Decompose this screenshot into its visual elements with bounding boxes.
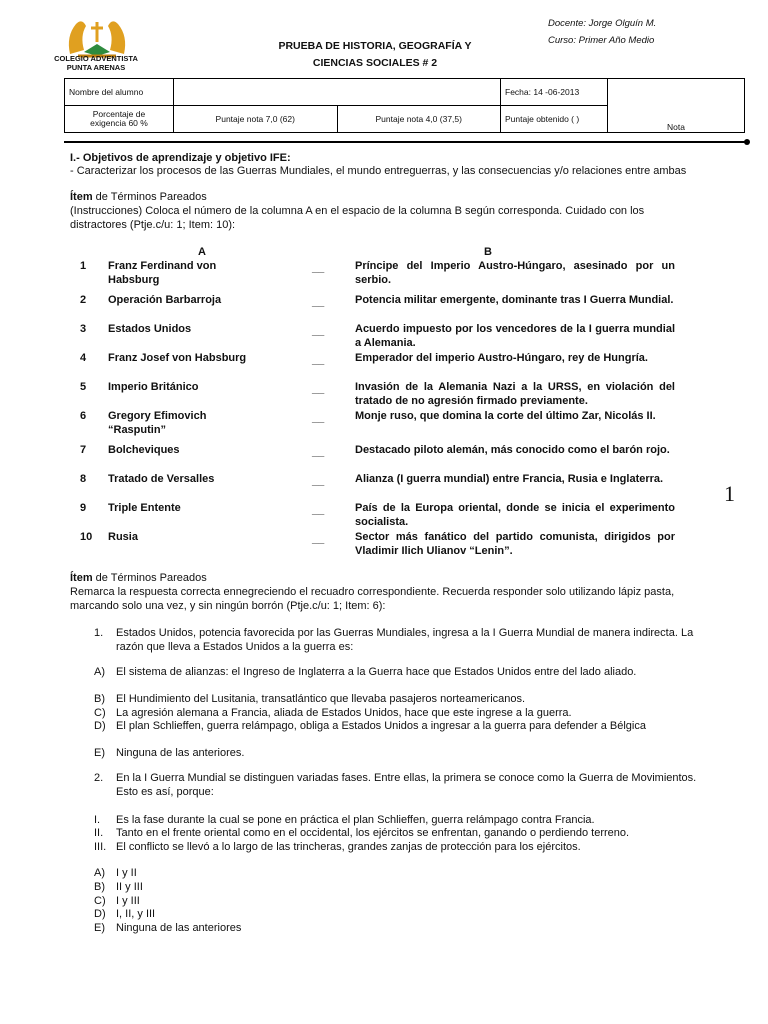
divider-rule	[64, 141, 746, 143]
option-text[interactable]: I y III	[116, 895, 140, 907]
match-answer-blank[interactable]: __	[312, 354, 325, 366]
match-term-a: Bolcheviques	[108, 444, 180, 456]
statement-numeral: I.	[94, 814, 101, 826]
statement-numeral: III.	[94, 841, 107, 853]
match-definition-b: Potencia militar emergente, dominante tras I Guerra Mundial.	[355, 294, 674, 306]
option-text[interactable]: I, II, y III	[116, 908, 156, 920]
statement-numeral: II.	[94, 827, 104, 839]
match-answer-blank[interactable]: __	[312, 475, 325, 487]
match-definition-b: Monje ruso, que domina la corte del último Zar, Nicolás II.	[355, 410, 656, 422]
match-number: 7	[80, 444, 87, 456]
option-text[interactable]: II y III	[116, 881, 143, 893]
question-number: 2.	[94, 772, 104, 784]
score-40: Puntaje nota 4,0 (37,5)	[337, 106, 501, 133]
option-text[interactable]: I y II	[116, 867, 137, 879]
match-term-a: Imperio Británico	[108, 381, 199, 393]
item-rest-2: de Términos Pareados	[92, 572, 207, 584]
option-text[interactable]: El plan Schlieffen, guerra relámpago, obliga a Estados Unidos a ingresar a la guerra para defender a Bélgica	[116, 720, 646, 732]
match-term-a: Gregory Efimovich “Rasputin”	[108, 410, 207, 436]
multiple-choice-item-title	[70, 572, 207, 586]
option-text[interactable]: El sistema de alianzas: el Ingreso de Inglaterra a la Guerra hace que Estados Unidos entre del lado aliado.	[116, 666, 637, 678]
divider-dot	[744, 139, 750, 145]
column-a-header: A	[198, 246, 206, 258]
score-70: Puntaje nota 7,0 (62)	[174, 106, 338, 133]
multiple-choice-instructions: Remarca la respuesta correcta ennegreciendo el recuadro correspondiente. Recuerda responder solo utilizando lápiz pasta, marcando solo una vez, y sin ningún borrón (Ptje.c/u: 1; Item: 6):	[70, 586, 675, 612]
match-term-a: Estados Unidos	[108, 323, 192, 335]
student-name-label: Nombre del alumno	[65, 79, 174, 106]
exam-title-line1: PRUEBA DE HISTORIA, GEOGRAFÍA Y	[278, 40, 472, 52]
match-definition-b: Invasión de la Alemania Nazi a la URSS, en violación del tratado de no agresión firmado previamente.	[355, 381, 675, 407]
match-answer-blank[interactable]: __	[312, 325, 325, 337]
score-obtained: Puntaje obtenido ( )	[501, 106, 608, 133]
teacher-name: Docente: Jorge Olguín M.	[548, 18, 657, 29]
match-definition-b: Acuerdo impuesto por los vencedores de la I guerra mundial a Alemania.	[355, 323, 675, 349]
question-text: Estados Unidos, potencia favorecida por las Guerras Mundiales, ingresa a la I Guerra Mundial de manera indirecta. La razón que lleva a Estados Unidos a la guerra es:	[116, 627, 694, 653]
grade-label: Nota	[667, 122, 685, 132]
option-text[interactable]: Ninguna de las anteriores	[116, 922, 242, 934]
option-letter[interactable]: E)	[94, 747, 105, 759]
option-letter[interactable]: B)	[94, 693, 105, 705]
match-number: 8	[80, 473, 87, 485]
match-answer-blank[interactable]: __	[312, 383, 325, 395]
option-text[interactable]: La agresión alemana a Francia, aliada de Estados Unidos, hace que este ingrese a la guerra.	[116, 707, 572, 719]
match-answer-blank[interactable]: __	[312, 504, 325, 516]
page-number: 1	[724, 481, 735, 506]
match-number: 6	[80, 410, 87, 422]
option-letter[interactable]: E)	[94, 922, 105, 934]
option-text[interactable]: Ninguna de las anteriores.	[116, 747, 245, 759]
exam-date: Fecha: 14 -06-2013	[501, 79, 608, 106]
match-answer-blank[interactable]: __	[312, 446, 325, 458]
match-definition-b: País de la Europa oriental, donde se inicia el experimento socialista.	[355, 502, 675, 528]
match-answer-blank[interactable]: __	[312, 296, 325, 308]
objective-text: - Caracterizar los procesos de las Guerras Mundiales, el mundo entreguerras, y las consecuencias y/o relaciones entre ambas	[70, 165, 687, 177]
option-letter[interactable]: B)	[94, 881, 105, 893]
column-b-header: B	[484, 246, 492, 258]
match-answer-blank[interactable]: __	[312, 262, 325, 274]
statement-text: Es la fase durante la cual se pone en práctica el plan Schlieffen, guerra relámpago contra Francia.	[116, 814, 595, 826]
matching-instructions: (Instrucciones) Coloca el número de la columna A en el espacio de la columna B según corresponda. Cuidado con los distractores (Ptje.c/u: 1; Item: 10):	[70, 205, 645, 231]
match-term-a: Triple Entente	[108, 502, 181, 514]
objectives-heading: I.- Objetivos de aprendizaje y objetivo IFE:	[70, 152, 291, 164]
option-letter[interactable]: C)	[94, 707, 106, 719]
student-name-field[interactable]	[174, 79, 501, 106]
match-number: 4	[80, 352, 87, 364]
match-answer-blank[interactable]: __	[312, 533, 325, 545]
match-number: 1	[80, 260, 87, 272]
grade-box[interactable]	[608, 79, 745, 133]
percent-label-line1: Porcentaje de	[92, 109, 146, 119]
item-rest: de Términos Pareados	[92, 191, 207, 203]
option-letter[interactable]: A)	[94, 867, 105, 879]
statement-text: El conflicto se llevó a lo largo de las trincheras, grandes zanjas de protección para los ejércitos.	[116, 841, 581, 853]
school-name	[40, 54, 152, 72]
match-definition-b: Sector más fanático del partido comunista, dirigidos por Vladimir Ilich Ulianov “Lenin”.	[355, 531, 675, 557]
question-text: En la I Guerra Mundial se distinguen variadas fases. Entre ellas, la primera se conoce como la Guerra de Movimientos. Esto es así, porque:	[116, 772, 697, 798]
statement-text: Tanto en el frente oriental como en el occidental, los ejércitos se enfrentan, ganando o perdiendo terreno.	[116, 827, 630, 839]
match-number: 2	[80, 294, 87, 306]
option-letter[interactable]: C)	[94, 895, 106, 907]
item-word-2: Ítem	[70, 572, 93, 584]
match-term-a: Franz Josef von Habsburg	[108, 352, 247, 364]
match-number: 5	[80, 381, 87, 393]
match-term-a: Rusia	[108, 531, 138, 543]
matching-item-title	[70, 191, 207, 205]
question-number: 1.	[94, 627, 104, 639]
percent-label	[65, 106, 174, 133]
school-name-line2: PUNTA ARENAS	[66, 63, 126, 72]
match-answer-blank[interactable]: __	[312, 412, 325, 424]
match-definition-b: Alianza (I guerra mundial) entre Francia, Rusia e Inglaterra.	[355, 473, 664, 485]
school-name-line1: COLEGIO ADVENTISTA	[54, 54, 138, 63]
course-name: Curso: Primer Año Medio	[548, 35, 655, 46]
match-term-a: Tratado de Versalles	[108, 473, 215, 485]
match-number: 10	[80, 531, 93, 543]
exam-title-line2: CIENCIAS SOCIALES # 2	[312, 57, 438, 69]
item-word: Ítem	[70, 191, 93, 203]
student-info-table	[64, 78, 745, 133]
match-definition-b: Destacado piloto alemán, más conocido como el barón rojo.	[355, 444, 670, 456]
match-term-a: Operación Barbarroja	[108, 294, 222, 306]
option-letter[interactable]: D)	[94, 720, 106, 732]
match-term-a: Franz Ferdinand von Habsburg	[108, 260, 217, 286]
option-letter[interactable]: D)	[94, 908, 106, 920]
percent-label-line2: exigencia 60 %	[90, 118, 148, 128]
match-definition-b: Príncipe del Imperio Austro-Húngaro, asesinado por un serbio.	[355, 260, 675, 286]
option-text[interactable]: El Hundimiento del Lusitania, transatlántico que llevaba pasajeros norteamericanos.	[116, 693, 526, 705]
match-number: 3	[80, 323, 87, 335]
match-definition-b: Emperador del imperio Austro-Húngaro, rey de Hungría.	[355, 352, 648, 364]
option-letter[interactable]: A)	[94, 666, 105, 678]
match-number: 9	[80, 502, 87, 514]
